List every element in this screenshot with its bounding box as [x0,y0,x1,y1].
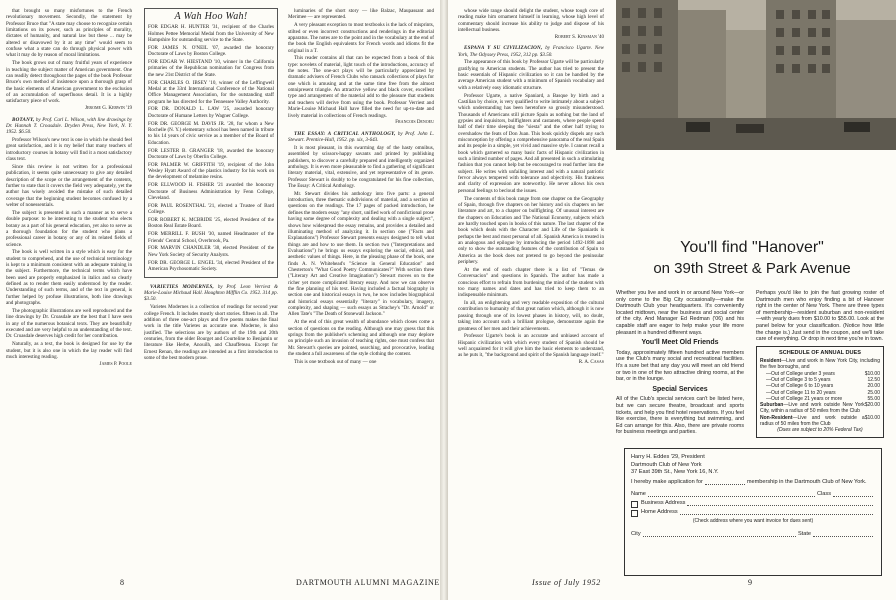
reviewer-signature: Robert S. Kinsman '40 [554,34,604,40]
suburban-class [760,402,880,415]
ad-paragraph: Whether you live and work in or around New York—or only come to the Big City occasionally—make the Dartmouth Club your headquarters. It's conveniently located midtown, near the business and social center of the city. And Manager Ed Redman ('06) and his capable staff are eager to help make your life more pleasant in a hundred different ways. [616,290,744,336]
paragraph: Professor Wilson's new text is one in which he should feel great satisfaction, and it is my belief that many teachers of introductory courses in botany will find it a most satisfactory class text. [6,137,132,163]
paragraph: Mr. Stewart divides his anthology into five parts: a general introduction, three thematic subdivisions of material, and a section of questions on the readings. The 17 pages of packed introduction, he defines the modern essay "any short, unified work of nonfictional prose having some degree of complexity and dealing with a single subject", shows how widespread the essay remains, and provides a detailed and illuminating method of analyzing it. In section one ("Facts and Explanations") Professor Stewart presents essays designed to tell what things are and how to use them. In section two ("Interpretations and Evaluations") he brings us essays exploring the social, ethical, and aesthetic values of things. Here, in the pleasing phase of the book, one finds A. N. Whitehead's "Science in General Education" and Chesterton's "What Good Poetry Communicates?" With section three ("Literary Art and Creative Imagination") Stewart moves on to the richer yet more complicated literary essay. And now we can observe the fine planning of his text. Having included a factual biography in section one and historical essays in two, he now includes biographical and historical essays essentially "literary" in vocabulary, imagery, complexity, and shaping — such essays as Strachey's "Dr. Arnold" or Allen Tate's "The Death of Stonewall Jackson." [288,190,434,318]
dues-row-amount: 20.00 [867,383,880,390]
dues-row-amount: 55.00 [867,395,880,402]
intro-paragraphs [458,8,604,33]
application-line [631,478,875,487]
spine-gutter [440,0,448,600]
paragraph: At the end of this great wealth of abundance which closes come a section of questions on the reading. Although one may guess that this springs from the publisher's scheming and although one may deplore on principle such an invasion of teaching rights, one must confess that Mr. Stewart's queries are pointed, searching, and provocative, leading the student a full awareness of the style clothing the content. [288,319,434,357]
ad-section-heading: You'll Meet Old Friends [641,339,719,347]
ad-paragraph: Perhaps you'd like to join the fast growing roster of Dartmouth men who enjoy finding a bit of Hanover right in the center of New York. There are three types of membership—resident suburban and non-resident—with yearly dues from $10.00 to $55.00. Look at the panel below for your classification. (Notice how little the charge is.) Just send in the coupon, and we'll take care of everything. Or drop in next time you're in town. [756,290,884,343]
ad-paragraph: Today, approximately fifteen hundred active members use the Club's many social and recreational facilities. It's a sure bet that any day you will meet an old friend or two in one of the two attractive dining rooms, at the bar, or in the lounge. [616,349,744,383]
dues-row-label: —Out of College 11 to 20 years [766,389,836,396]
honor-entry: FOR DR. GEORGE M. DAVIS JR. '28, for whom a New Rochelle (N. Y.) elementary school has been named in tribute to his 14 years of civic service as a member of the Board of Education. [148,120,274,146]
tax-note: (Dues are subject to 20% Federal Tax) [777,427,863,434]
right-column-1 [458,8,604,570]
left-column-2 [144,8,278,570]
paragraph: Professor Ugarte, a native Spaniard, a Basque by birth and a Castilian by choice, is very qualified to write intimately about a subject which understanding has been heretofore so grossly misunderstood. Thousands of Americans still picture Spain as nothing but the land of gypsies and inquisitors, bullfighters and castanets, where people spend half of their time sleeping the "siesta" and the other half trying to overshadow the feats of Don Juan. This book quickly dispels any such misconception by offering a comprehensive panorama of the real Spain and its people in a simple, yet vivid and massive style. I cannot recall a book which garnered so many basic facts of Hispanic civilization in such a limited number of pages. And all presented in such a stimulating fashion that you cannot help but be encouraged to read further into the subject. He writes with unfailing interest and with a natural patriotic fervor always tempered with tolerance and objectivity. His frankness and clarity of expression are noteworthy. He never allows his own personal feelings to becloud the issues. [458,92,604,194]
honor-entry: FOR LESTER B. GRANGER '18, awarded the honorary Doctorate of Laws by Oberlin College. [148,147,274,160]
ad-section-heading: Special Services [652,385,708,393]
paragraph: The book grows out of many fruitful years of experience in teaching the subject matter of American government. One can readily detect throughout the pages of the book Professor Bruce's own method of insistence upon a thorough grasp of the basic elements of American government to the exclusion of an accumulation of superfluous detail. It is a highly satisfactory piece of work. [6,60,132,105]
reviewer-signature: Jerome G. Kerwin '19 [85,106,132,112]
dues-rows [760,371,880,402]
paragraph: This reader contains all that can be expected from a book of this type: novelets of material, light touch of the introductions, accuracy of the notes. The one-act plays will be particularly appreciated by dramatic advisers of French Clubs who ransack collections of plays for one which is amusing and at the same time free from the almost omnipresent triangle. An attractive yellow and black cover, excellent type and arrangement of the material add to the pleasure that students and teachers will derive from using the book. Professor Verriest and Marie-Louise Michaud Hall have filled the need for up-to-date and lively material in collections of French readings. [288,55,434,119]
suburban-label: Suburban [760,402,784,409]
review-title: ESPANA Y SU CIVILIZACION, [464,45,543,52]
dues-schedule-box [756,346,884,438]
paragraph: At the end of each chapter there is a list of "Temas de Conversacion" and questions in Spanish. The author has made a conscious effort to refrain from burdening the mind of the student with too many names and dates and has tried to keep them to an indispensable minimum. [458,266,604,299]
honor-entry: FOR MARVIN CHANDLER '38, elected President of the New York Society of Security Analysts. [148,245,274,258]
dues-row-amount: 12.50 [867,376,880,383]
honors-list [148,24,274,272]
review-byline: by Prof. John L. Stewart. Prentice-Hall, 1952. pp. xix, 3-643. [288,130,434,144]
honor-entry: FOR JAMES N. O'NEIL '07, awarded the honorary Doctorate of Laws by Boston College. [148,44,274,58]
dues-row-label: —Out of College 21 years or more [766,395,843,402]
business-address-label: Business Address [641,500,686,506]
dues-row-label: —Out of College 6 to 10 years [766,383,834,390]
page-number-left: 8 [120,578,125,587]
home-address-line [631,508,875,517]
ad-paragraphs [616,350,744,383]
paragraph: Since this review is not written for a professional publication, it seems quite unnecessary to give any detailed description of the scope or the arrangement of the contents, further to state that it covers the field very adequately, yet the author has wisely avoided the mistake of such detailed coverage that the beginning student becomes confused by a welter of nonessentials. [6,163,132,208]
business-address-line [631,499,875,508]
ad-paragraphs [616,290,744,336]
ad-left-column [616,290,744,439]
check-note: (Check address where you want invoice for dues sent) [692,518,814,524]
paragraph: luminaries of the short story — like Balzac, Maupassant and Merimee — are represented. [288,8,434,21]
reviewer-signature: R. A. Casas [578,360,604,366]
paragraph: In all, an enlightening and very readable exposition of the cultural contribution to humanity of that great nation which, although it is now passing through one of its lowest phases in history, will, no doubt, taking into account such a brilliant prologue, demonstrate again the greatness of her men and their achievements. [458,300,604,332]
suburban-description: —Live and work outside New York City, within a radius of 50 miles from the Club [760,402,865,415]
ad-paragraphs [616,396,744,436]
city-state-line [631,530,875,539]
review-byline: by Prof. Carl L. Wilson, with line drawings by Dr. Hannah T. Croasdale. Dryden Press, New York, N. Y. 1952. $6.50. [6,116,132,136]
ad-right-column [756,290,884,438]
dues-row-amount: $10.00 [864,370,880,377]
honor-entry: FOR ROBERT K. MCBRIDE '25, elected President of the Boston Real Estate Board. [148,216,274,230]
intro-paragraphs [288,8,434,119]
ad-paragraph: All of the Club's special services can't be listed here, but we can secure theatre, broadcast and sports tickets, and help you find hotel reservations. If you feel like exercise, there is everything but swimming, and Ed can arrange for this. Also, there are private rooms for business meetings and parties. [616,396,744,436]
review-heading [6,117,132,136]
paragraph: The photographic illustrations are well reproduced and the line drawings by Dr. Croasdale are the best that I have seen in any of the numerous botanical texts. They are beautifully executed and are very helpful to an understanding of the text. Dr. Croasdale deserves high credit for her contribution. [6,307,132,340]
honor-entry: FOR ELLWOOD H. FISHER '21 awarded the honorary Doctorate of Business Administration by Fenn College, Cleveland. [148,182,274,201]
city-field[interactable] [643,530,796,537]
paragraph: It is most pleasant, in this swarming day of the hasty omnibus, assembled by scissors-happy savants and printed by publishing publishers, to discover a carefully prepared and intelligently organized anthology. It is even more pleasurable to find a gathering of significant literary material, vital, extensive, and yet representative of its genre. Professor Stewart is doubly to be congratulated for his fine collection, The Essay: A Critical Anthology. [288,144,434,189]
apply-text: I hereby make application for [631,479,703,485]
paragraph: Professor Ugarte's book is an accurate and unbiased account of Hispanic civilization with which every student of Spanish should be well acquainted for it will give him the basic elements to understand, as he puts it, "the background and spirit of the Spanish language itself." [458,333,604,359]
apply-tail-text: membership in the Dartmouth Club of New York. [746,479,867,485]
review-body [458,59,604,358]
honor-entry: FOR PAUL ROSENTHAL '21, elected a Trustee of Bard College. [148,202,274,216]
addressee-line: 37 East 39th St., New York 16, N.Y. [631,469,719,475]
paragraph: This is one textbook out of many — one [294,358,377,365]
park-avenue-photo [616,0,896,150]
magazine-name-footer: DARTMOUTH ALUMNI MAGAZINE [296,578,440,587]
review-body [144,304,278,361]
reviewer-signature: James P. Poole [99,361,132,367]
review-body [288,145,434,365]
review-heading [288,131,434,144]
name-label: Name [631,491,646,497]
review-heading [144,284,278,303]
honor-entry: FOR MERRILL F. BUSH '30, named Headmaster of the Friends' Central School, Overbrook, Pa. [148,231,274,244]
paragraph: Naturally, as a text, the book is designed for use by the student, but it is also one in which the lay reader will find much interesting reading. [6,341,132,360]
honor-entry: FOR DR. GEORGE L. ENGEL '34, elected President of the American Psychosomatic Society. [148,259,274,272]
dues-title: SCHEDULE OF ANNUAL DUES [778,349,862,356]
paragraph: The contents of this book range from one chapter on the Geography of Spain, through five chapters on her history and six chapters on her literature and art, to a chapter on bullfighting. Of unusual interest are the chapters on Education and The National Economy, subjects which are hardly touched upon in books of this nature. The last chapter of the book which deals with the Character and Life of the Spaniards is perhaps the best and most personal of all. Spanish America is treated in an analogous and epilogue by introducing the period 1492-1898 and only to show the outstanding features of the contribution of Spain to America as the book does not pretend to go beyond the peninsular periphery. [458,195,604,266]
paragraph: that brought so many misfortunes to the French revolutionary movement. Secondly, the statement by Professor Bruce that "A state may choose to recognize certain limitations on its power, such as principles of morality, dictates of humanity, and natural law but these ... may be altered or disavowed by it at any time" would seem to confuse what a state can do through physical power with what it may do by reason of moral limitations. [6,8,132,59]
honor-entry: FOR EDGAR W. HIESTAND '10, winner in the California primaries of the Republican nomination for Congress from the new 21st District of the State. [148,59,274,78]
review-title: BOTANY, [12,116,35,123]
review-title: VARIETIES MODERNES, [150,283,214,290]
membership-type-field[interactable] [705,478,745,485]
left-column-1 [6,8,132,570]
state-field[interactable] [813,530,873,537]
honor-entry: FOR EDGAR H. HUNTER '31, recipient of the Charles Holmes Pettee Memorial Medal from the University of New Hampshire for outstanding service to the State. [148,24,274,44]
dues-row-label: —Out of College under 3 years [766,370,835,377]
wah-hoo-wah-box [144,8,278,278]
class-label: Class [817,491,831,497]
ad-headline: You'll find "Hanover" [680,239,824,256]
page-number-right: 9 [748,578,753,587]
state-label: State [797,531,811,537]
home-address-label: Home Address [641,509,678,515]
right-page [448,0,896,600]
paragraph: Varietes Modernes is a collection of readings for second year college French. It includes mostly short stories. fifteen in all. The addition of three one-act plays and five poems makes the final work in the title Varietes as accurate one. Moderne, is also justified. The selections are by authors of the 19th and 20th centuries, from the older Bourget and Courteline to Benjamin or literature like Herbe, Anouilh, and Chauffeteau. Except for Ernest Renan, the readings are intended as a first introduction to some of the best modern prose. [144,304,278,361]
left-column-3 [288,8,434,570]
addressee-line: Harry H. Eddes '29, President [631,454,705,460]
paragraph: The appearance of this book by Professor Ugarte will be particularly gratifying to American students. The author has tried to present the basic essentials of Hispanic civilization so it can be handled by the average American student with a minimum of Spanish vocabulary and with a relatively easy idiomatic structure. [458,59,604,91]
nonresident-label: Non-Resident [760,414,793,421]
issue-date-footer: Issue of July 1952 [532,578,601,587]
suburban-amount: $20.00 [864,402,880,409]
name-field[interactable] [648,490,815,497]
dues-row-label: —Out of College 3 to 5 years [766,376,831,383]
review-byline: by Prof. Leon Verriest & Marie-Louise Michaud Hall. Houghton Mifflin Co. 1952. 314 pp. $3.50. [144,283,278,303]
resident-description: —Live and work in New York City, including the five boroughs, and [760,358,880,371]
home-address-field[interactable] [680,508,873,515]
paragraph: The book is well written in a style which is easy for the student to comprehend, and the use of technical terminology is kept to a minimum consistent with an adequate training in the subject. Furthermore, the technical terms which have been used are properly emphasized in italics and so clearly defined as to render them easily understood by the reader. Understanding of such terms, and of the text in general, is further helped by profuse illustrations, both line drawings and photographs. [6,249,132,307]
paragraph: whose wide range should delight the student, whose tough core of reading make him ornament himself in learning, whose high level of commentary should increase his ability to judge and dispose of his intellectual business. [458,8,604,34]
dues-row-amount: 25.00 [867,389,880,396]
application-coupon [624,448,882,576]
resident-label: Resident [760,358,782,365]
ad-subheadline: on 39th Street & Park Avenue [653,260,851,277]
ad-paragraphs [756,290,884,343]
paragraph: A very pleasant exception to most textbooks is the lack of misprints, stilted or even incorrect constructions and renderings in the editorial apparatus. The notes are to the point and in the vocabulary at the end of the book the English equivalents for French words and idioms fit the original in a T. [288,22,434,54]
honor-entry: FOR PALMER W. GRIFFITH '19, recipient of the John Wesley Hyatt Award of the plastics industry for his work on the development of melamine resins. [148,161,274,181]
review-byline: by Francisco Ugarte. New York, The Odyssey Press, 1952, 312 pp. $3.50. [458,45,604,58]
review-heading [458,45,604,58]
nonresident-description: —Live and work outside a radius of 50 miles from the Club [760,414,865,428]
nonresident-class [760,415,880,428]
box-title: A Wah Hoo Wah! [174,11,248,22]
honor-entry: FOR CHARLES O. IBSEY '10, winner of the Leffingwell Medal at the 33rd International Conference of the National Office Management Association, for the outstanding staff program he has directed for the Tennessee Valley Authority. [148,79,274,105]
intro-paragraphs [6,8,132,105]
paragraph: The subject is presented in such a manner as to serve a double purpose: to be interesting to the student who elects botany as a part of his general education, yet also to serve as a thorough foundation for the student who plans a professional career in botany or any of its related fields of science. [6,209,132,248]
addressee-line: Dartmouth Club of New York [631,462,702,468]
business-address-field[interactable] [687,499,873,506]
city-label: City [631,531,641,537]
review-body [6,137,132,360]
nonresident-amount: $10.00 [864,414,880,421]
class-field[interactable] [833,490,873,497]
left-page [0,0,440,600]
business-address-checkbox[interactable] [631,501,638,508]
resident-class [760,358,880,371]
home-address-checkbox[interactable] [631,510,638,517]
reviewer-signature: Francois Denoeu [395,120,434,126]
honor-entry: FOR DR. DONALD L. LAW '25, awarded honorary Doctorate of Humane Letters by Wagner College. [148,106,274,119]
name-line [631,490,875,499]
review-title: THE ESSAY: A CRITICAL ANTHOLOGY, [294,130,396,137]
